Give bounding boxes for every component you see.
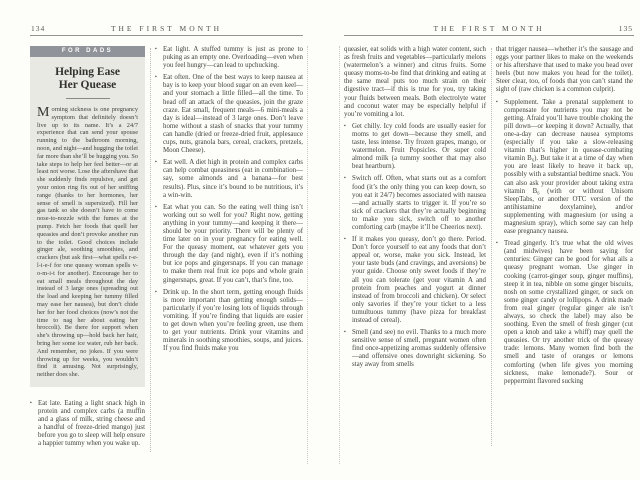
for-dads-body-text: orning sickness is one pregnancy symptom that definitely doesn’t live up to its name. It’s a 24/7 experience that can send your spouse running to the bathroom morning, noon, and night—and hugging the toilet far more than she’ll be hugging you. So take steps to help her feel better—or at least not worse. Lose the aftershave that she suddenly finds repulsive, and get your onion ring fix out of her sniffing range (thanks to her hormones, her sense of smell is supersized). Fill her gas tank so she doesn’t have to come nose-to-nozzle with the fumes at the pump. Fetch her foods that quell her queasies and don’t provoke another run to the toilet. Good choices include ginger ale, soothing smoothies, and crackers (but ask first—what spells r-e-l-i-e-f for one queasy woman spells v-o-m-i-t for another). Encourage her to eat small meals throughout the day instead of 3 large ones (spreading out the load and keeping her tummy filled may ease her nausea), but don’t chide her for her food choices (now’s not the time to nag her about eating her broccoli). Be there for support when she’s throwing up—hold back her hair, bring her some ice water, rub her back. And remember, no jokes. If you were throwing up for weeks, you wouldn’t find it amusing. Not surprisingly, neither does she. xyxy=(37,106,138,379)
title-rule xyxy=(66,98,110,99)
running-head-left: THE FIRST MONTH xyxy=(110,24,223,33)
right-page xyxy=(344,22,634,470)
for-dads-title xyxy=(30,66,145,92)
bullet-text: Eat often. One of the best ways to keep nausea at bay is to keep your blood sugar on an even keel—and your stomach a little filled—all the time. To head off an attack of the queasies, join the graze craze. Eat small, frequent meals—6 mini-meals a day is ideal—instead of 3 large ones. Don’t leave home without a stash of snacks that your tummy can handle (dried or freeze-dried fruit, applesauce cups, nuts, granola bars, cereal, crackers, pretzels, Moon Cheese). xyxy=(163,74,303,155)
right-page-column-2 xyxy=(496,46,633,390)
bullet-item xyxy=(155,204,303,285)
for-dads-box xyxy=(30,46,145,387)
right-page-header xyxy=(344,22,634,36)
bullet-text: Eat light. A stuffed tummy is just as prone to puking as an empty one. Overloading—even when you feel hungry—can lead to upchucking. xyxy=(163,46,303,70)
left-page-column-2 xyxy=(155,46,303,357)
left-page xyxy=(30,22,303,470)
column-divider xyxy=(491,48,492,446)
bullet-text: Eat late. Eating a light snack high in protein and complex carbs (a muffin and a glass of milk, string cheese and a handful of freeze-dried mango) just before you go to sleep will help ensure a happier tummy when you wake up. xyxy=(38,399,145,448)
continuation-paragraph: queasier, eat solids with a high water content, such as fresh fruits and vegetables—particularly melons (watermelon’s a winner) and citrus fruits. Some queasy moms-to-be find that drinking and eating at the same meal puts too much strain on their digestive tract—if this is true for you, try taking your fluids between meals. Both electrolyte water and coconut water may be especially helpful if you’re vomiting a lot. xyxy=(344,46,486,118)
for-dads-kicker: FOR DADS xyxy=(30,46,145,57)
bullet-text: Tread gingerly. It’s true what the old wives (and midwives) have been saying for centuries: Ginger can be good for what ails a queasy pregnant woman. Use ginger in cooking (carrot-ginger soup, ginger muffins), steep it in tea, nibble on some ginger biscuits, nosh on some crystallized ginger, or suck on some ginger candy or lollipops. A drink made from real ginger (regular ginger ale isn’t always, so check the label) may also be soothing. Even the smell of fresh ginger (cut open a knob and take a whiff) may quell the queasies. Or try another trick of the queasy trade: lemons. Many women find both the smell and taste of oranges or lemons comforting (when life gives you morning sickness, make lemonade?). Sour or peppermint flavored sucking xyxy=(504,240,633,385)
drop-cap: M xyxy=(37,105,50,120)
continuation-paragraph: that trigger nausea—whether it’s the sausage and eggs your partner likes to make on the weekends or his aftershave that used to make you head over heels (but now makes you head for the toilet). Steer clear, too, of foods that you can’t stand the sight of (raw chicken is a common culprit). xyxy=(496,46,633,94)
bullet-item xyxy=(496,240,633,386)
left-page-inner-edge-rule xyxy=(307,46,308,464)
bullet-item xyxy=(344,175,486,232)
bullet-item xyxy=(155,74,303,155)
for-dads-title-line1: Helping Ease xyxy=(55,66,120,78)
bullet-item xyxy=(344,329,486,369)
running-head-right: THE FIRST MONTH xyxy=(433,24,545,33)
for-dads-body xyxy=(30,106,145,379)
left-page-column-1 xyxy=(30,46,145,452)
bullet-text: Smell (and see) no evil. Thanks to a much more sensitive sense of smell, pregnant women often find once-appetizing aromas suddenly offensive—and offensive ones downright sickening. So stay away from smells xyxy=(352,329,486,369)
right-page-number: 135 xyxy=(618,24,633,33)
bullet-text: If it makes you queasy, don’t go there. Period. Don’t force yourself to eat any foods that don’t appeal or, worse, make you sick. Instead, let your taste buds (and cravings, and aversions) be your guide. Choose only sweet foods if they’re all you can tolerate (get your vitamin A and protein from peaches and yogurt at dinner instead of from broccoli and chicken). Or select only savories if they’re your ticket to a less tumultuous tummy (have pizza for breakfast instead of cereal). xyxy=(352,236,486,324)
left-page-header xyxy=(30,22,303,36)
bullet-item xyxy=(155,289,303,354)
bullet-item xyxy=(30,400,145,449)
bullet-item xyxy=(155,46,303,70)
column-divider xyxy=(150,48,151,452)
right-page-column-1 xyxy=(344,46,486,374)
bullet-item xyxy=(344,123,486,172)
left-page-number: 134 xyxy=(31,24,46,33)
bullet-text: Supplement. Take a prenatal supplement to compensate for nutrients you may not be getting. Afraid you’ll have trouble choking the pill down—or keeping it down? Actually, that one-a-day can decrease nausea symptoms (especially if you take a slow-releasing vitamin that’s higher in quease-combating vitamin B₆). But take it at a time of day when you are least likely to heave it back up, possibly with a substantial bedtime snack. You can also ask your provider about taking extra vitamin B₆ (with or without Unisom SleepTabs, or another OTC version of the antihistamine doxylamine), and/or supplementing with magnesium (or using a magnesium spray), which some say can help ease pregnancy nausea. xyxy=(504,98,633,236)
right-page-inner-edge-rule xyxy=(339,46,340,464)
bullet-item xyxy=(344,236,486,325)
for-dads-title-line2: Her Quease xyxy=(58,79,117,91)
bullet-text: Drink up. In the short term, getting enough fluids is more important than getting enough solids—particularly if you’re losing lots of liquids through vomiting. If you’re finding that liquids are easier to get down when you’re feeling green, use them to get your nutrients. Drink your vitamins and minerals in soothing smoothies, soups, and juices. If you find fluids make you xyxy=(163,288,303,353)
bullet-text: Switch off. Often, what starts out as a comfort food (it’s the only thing you can keep down, so you eat it 24/7) becomes associated with nausea—and actually starts to trigger it. If you’re so sick of crackers that they’re actually beginning to make you sick, switch off to another comforting carb (maybe it’ll be Cheerios next). xyxy=(352,175,486,231)
left-page-columns xyxy=(30,46,303,452)
bullet-item xyxy=(496,99,633,237)
bullet-item xyxy=(155,159,303,199)
bullet-text: Eat what you can. So the eating well thing isn’t working out so well for you? Right now, getting anything in your tummy—and keeping it there—should be your priority. There will be plenty of time later on in your pregnancy for eating well. For the queasy moment, eat whatever gets you through the day (and night), even if it’s nothing but ice pops and gingersnaps. If you can manage to make them real fruit ice pops and whole grain gingersnaps, great. If you can’t, that’s fine, too. xyxy=(163,203,303,284)
bullet-text: Get chilly. Icy cold foods are usually easier for moms to get down—because they smell, and taste, less intense. Try frozen grapes, mango, or watermelon. Fruit Popsicles. Or super cold almond milk (a tummy soother that may also beat heartburn). xyxy=(352,122,486,171)
bullet-text: Eat well. A diet high in protein and complex carbs can help combat queasiness (eat in combination—say, some almonds and a banana—for best results). Plus, since it’s bound to be nutritious, it’s a win-win. xyxy=(163,159,303,199)
right-page-columns xyxy=(344,46,634,446)
